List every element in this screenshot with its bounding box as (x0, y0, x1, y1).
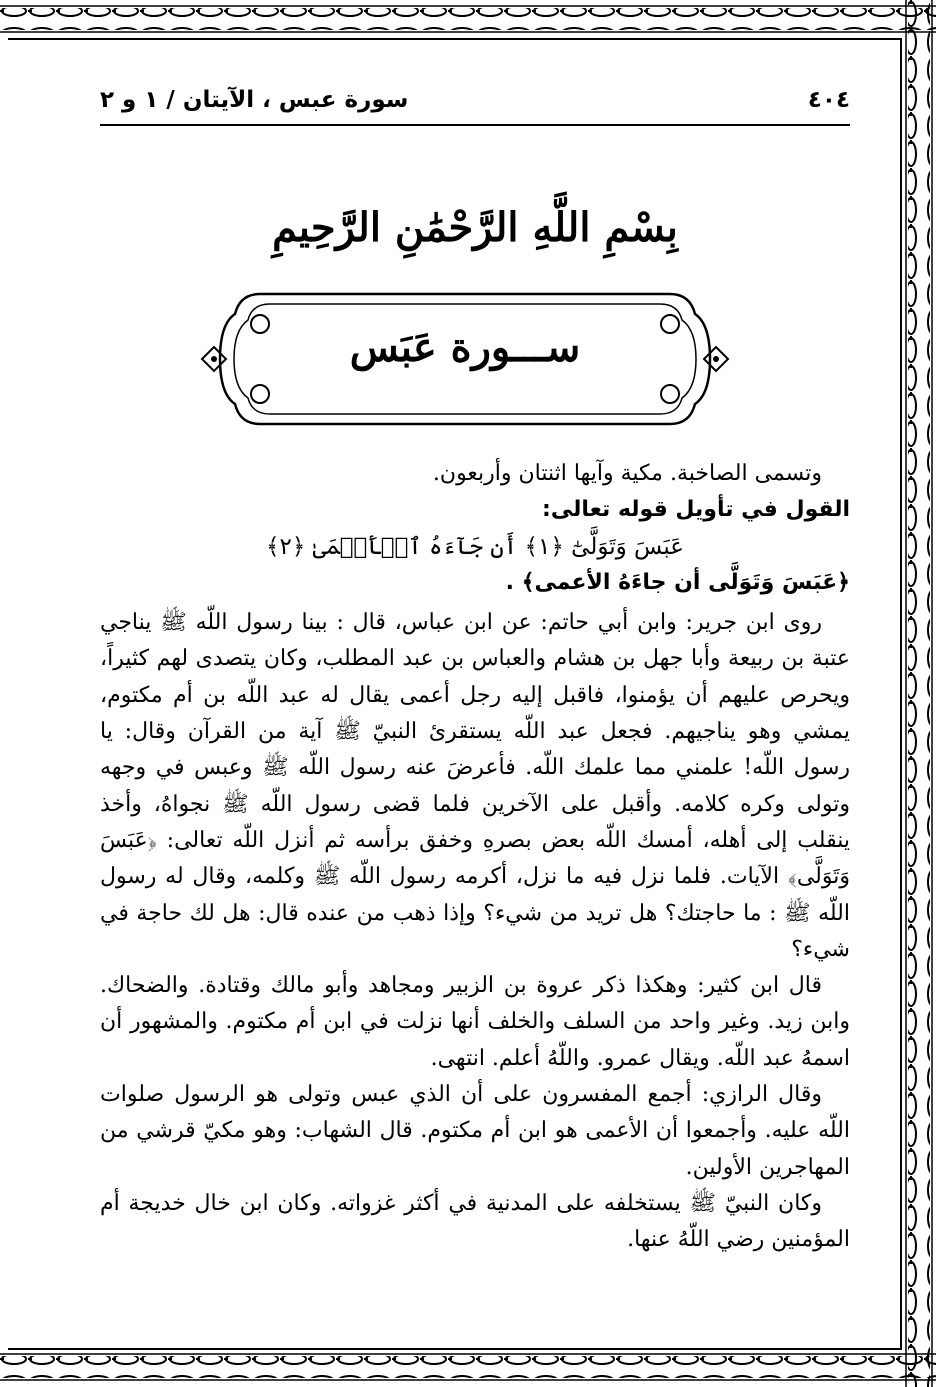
surah-title-cartouche (200, 284, 730, 434)
body-text (100, 456, 850, 1259)
section-heading: القول في تأويل قوله تعالى: (542, 497, 850, 523)
page-number: ٤٠٤ (807, 87, 850, 113)
quran-verse: عَبَسَ وَتَوَلَّىٰٓ ﴿١﴾ أَن جَآءَهُ ٱلۡأَعۡمَىٰ ﴿٢﴾ (265, 533, 685, 560)
page-content (100, 64, 850, 1334)
surah-title: ســـورة عَبَس (349, 324, 581, 371)
page-border-bottom (0, 1348, 936, 1387)
basmala: بِسْمِ اللَّهِ الرَّحْمَٰنِ الرَّحِيمِ (272, 204, 678, 251)
paragraph-closing: وكان النبيّ ﷺ يستخلفه على المدنية في أكثر غزواته. وكان ابن خال خديجة أم المؤمنين رضي اللّهُ عنها. (100, 1190, 850, 1253)
page-border-right (900, 0, 936, 1387)
verse-citation: ﴿عَبَسَ وَتَوَلَّى أن جاءَهُ الأعمى﴾ . (505, 569, 850, 595)
paragraph-razi: وقال الرازي: أجمع المفسرون على أن الذي عبس وتولى هو الرسول صلوات اللّه عليه. وأجمعوا أن الأعمى هو ابن أم مكتوم. قال الشهاب: وهو مكيّ قرشي من المهاجرين الأولين. (100, 1082, 850, 1180)
header-divider (100, 124, 850, 126)
paragraph-ibn-kathir: قال ابن كثير: وهكذا ذكر عروة بن الزبير ومجاهد وأبو مالك وقتادة. والضحاك. وابن زيد. وغير واحد من السلف والخلف أنها نزلت في ابن أم مكتوم. والمشهور أن اسمهُ عبد اللّه. ويقال عمرو. واللّهُ أعلم. انتهى. (100, 973, 850, 1071)
running-head (100, 78, 850, 122)
paragraph-ibn-jarir: روى ابن جرير: وابن أبي حاتم: عن ابن عباس، قال : بينا رسول اللّه ﷺ يناجي عتبة بن ربيعة وأبا جهل بن هشام والعباس بن عبد المطلب، وكان يتصدى لهم كثيراً، ويحرص عليهم أن يؤمنوا، فاقبل إليه رجل أعمى يقال له عبد اللّه بن أم مكتوم، يمشي وهو يناجيهم. فجعل عبد اللّه يستقرئ النبيّ ﷺ آية من القرآن وقال: يا رسول اللّه! علمني مما علمك اللّه. فأعرضَ عنه رسول اللّه ﷺ وعبس في وجهه وتولى وكره كلامه. وأقبل على الآخرين فلما قضى رسول اللّه ﷺ نجواهُ، وأخذ ينقلب إلى أهله، أمسك اللّه بعض بصرهِ وخفق برأسه ثم أنزل اللّه تعالى: ﴿عَبَسَ وَتَوَلَّى﴾ الآيات. فلما نزل فيه ما نزل، أكرمه رسول اللّه ﷺ وكلمه، وقال له رسول اللّه ﷺ : ما حاجتك؟ هل تريد من شيء؟ وإذا ذهب من عنده قال: هل لك حاجة في شيء؟ (100, 610, 850, 962)
chain-border-right-icon (900, 0, 936, 1387)
chain-border-bottom-icon (0, 1348, 936, 1387)
intro-line: وتسمى الصاخبة. مكية وآيها اثنتان وأربعون. (432, 461, 822, 486)
section-title: سورة عبس ، الآيتان / ١ و ٢ (100, 87, 409, 113)
